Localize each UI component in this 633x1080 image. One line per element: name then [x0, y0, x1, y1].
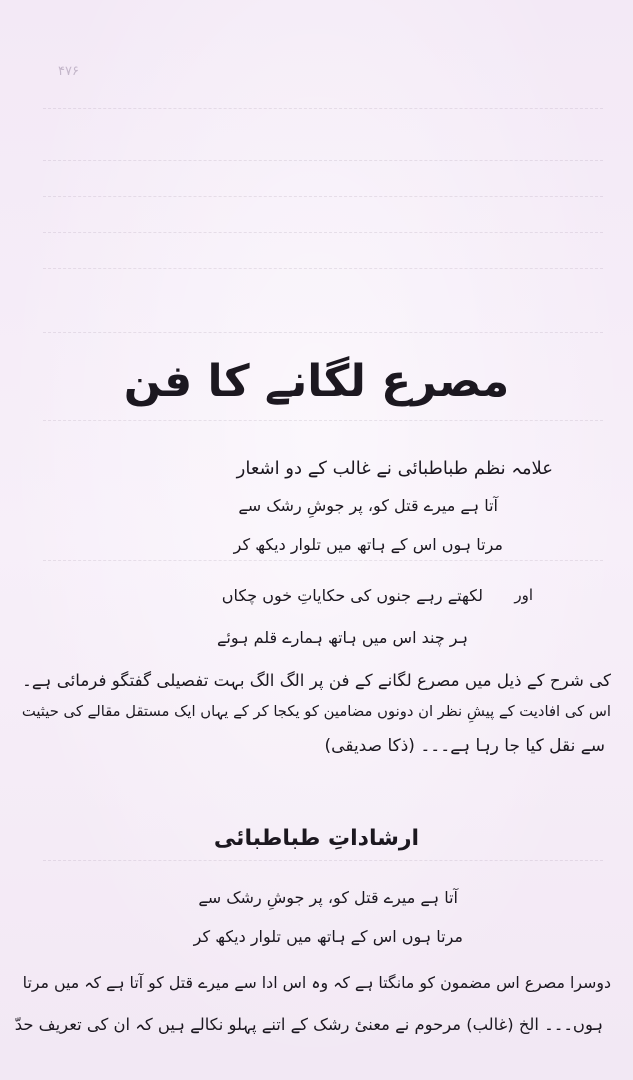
page-title: مصرع لگانے کا فن: [123, 356, 510, 407]
page-number: ۴۷۶: [58, 64, 79, 79]
couplet1-line1: آتا ہے میرے قتل کو، پر جوشِ رشک سے: [238, 496, 498, 515]
bleed-through-line: [43, 160, 603, 162]
paragraph-line-2: اس کی افادیت کے پیشِ نظر ان دونوں مضامین کو یکجا کر کے یہاں ایک مستقل مقالے کی حیثیت: [21, 703, 611, 720]
couplet1-line2: مرتا ہوں اس کے ہاتھ میں تلوار دیکھ کر: [233, 535, 503, 554]
bleed-through-line: [43, 560, 603, 562]
bleed-through-line: [43, 860, 603, 862]
paragraph2-line-2: ہوں۔۔۔ الخ (غالب) مرحوم نے معنیٔ رشک کے اتنے پہلو نکالے ہیں کہ ان کی تعریف حدّ: [14, 1015, 603, 1034]
bleed-through-line: [43, 108, 603, 110]
bleed-through-line: [43, 232, 603, 234]
section-heading: ارشاداتِ طباطبائی: [213, 826, 420, 851]
couplet3-line1: آتا ہے میرے قتل کو، پر جوشِ رشک سے: [198, 888, 458, 907]
couplet2-line2: ہر چند اس میں ہاتھ ہمارے قلم ہوئے: [217, 628, 468, 647]
connector-word: اور: [514, 586, 533, 604]
intro-line: علامہ نظم طباطبائی نے غالب کے دو اشعار: [236, 458, 553, 479]
bleed-through-line: [43, 332, 603, 334]
paragraph-line-3: سے نقل کیا جا رہا ہے۔۔۔ (ذکا صدیقی): [324, 736, 605, 756]
paragraph2-line-1: دوسرا مصرع اس مضمون کو مانگتا ہے کہ وہ اس ادا سے میرے قتل کو آتا ہے کہ میں مرتا: [22, 973, 611, 992]
bleed-through-line: [43, 420, 603, 422]
bleed-through-line: [43, 268, 603, 270]
couplet3-line2: مرتا ہوں اس کے ہاتھ میں تلوار دیکھ کر: [193, 927, 463, 946]
couplet2-line1: لکھتے رہے جنوں کی حکایاتِ خوں چکاں: [221, 586, 483, 605]
paragraph-line-1: کی شرح کے ذیل میں مصرع لگانے کے فن پر الگ الگ بہت تفصیلی گفتگو فرمائی ہے۔: [22, 671, 611, 690]
bleed-through-line: [43, 196, 603, 198]
